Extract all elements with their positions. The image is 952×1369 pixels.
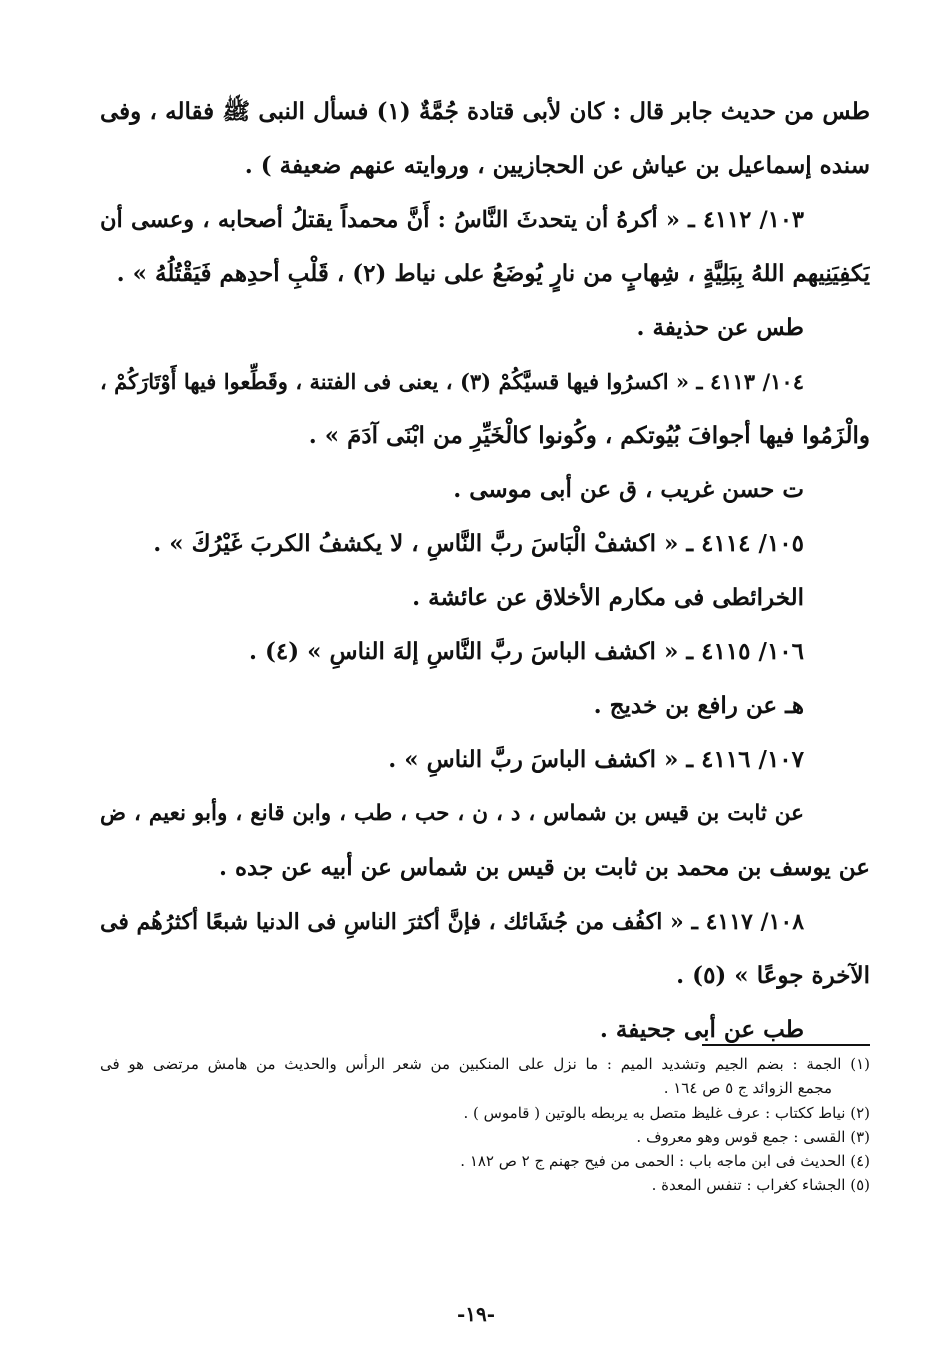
text-line: الآخرة جوعًا » (٥) . <box>676 962 870 989</box>
footnotes <box>100 1052 870 1198</box>
source-line: هـ عن رافع بن خديج . <box>593 692 804 719</box>
source-line: عن ثابت بن قيس بن شماس ، د ، ن ، حب ، طب ، وابن قانع ، وأبو نعيم ، ض <box>100 801 804 826</box>
hadith-entry-106: ١٠٦/ ٤١١٥ ـ « اكشف الباسَ ربَّ النَّاسِ إلهَ الناسِ » (٤) . <box>248 638 804 665</box>
hadith-entry-105: ١٠٥/ ٤١١٤ ـ « اكشفْ الْبَاسَ ربَّ النَّاسِ ، لا يكشفُ الكربَ غَيْرُكَ » . <box>153 530 804 557</box>
footnote-4: (٤) الحديث فى ابن ماجه باب : الحمى من فيح جهنم ج ٢ ص ١٨٢ . <box>460 1152 870 1171</box>
page-number: -١٩- <box>456 1302 496 1326</box>
source-line: طس عن حذيفة . <box>636 314 804 341</box>
hadith-entry-103: ١٠٣/ ٤١١٢ ـ « أكرهُ أن يتحدثَ النَّاسُ : أَنَّ محمداً يقتلُ أصحابه ، وعسى أن <box>100 207 804 233</box>
hadith-entry-104: ١٠٤/ ٤١١٣ ـ « اكسرُوا فيها قسيَّكُمْ (٣) ، يعنى فى الفتنة ، وقَطِّعوا فيها أَوْتَارَكُمْ ، <box>100 369 804 394</box>
text-line: عن يوسف بن محمد بن ثابت بن قيس بن شماس عن أبيه عن جده . <box>218 854 870 881</box>
source-line: الخرائطى فى مكارم الأخلاق عن عائشة . <box>412 584 804 611</box>
hadith-entry-108: ١٠٨/ ٤١١٧ ـ « اكفُف من جُشَائك ، فإنَّ أكثرَ الناسِ فى الدنيا شبعًا أكثرُهُم فى <box>100 909 805 935</box>
text-line: طس من حديث جابر قال : كان لأبى قتادة جُمَّةٌ (١) فسأل النبى ﷺ فقاله ، وفى <box>100 98 870 125</box>
source-line: ت حسن غريب ، ق عن أبى موسى . <box>453 476 804 503</box>
footnote-5: (٥) الجشاء كغراب : تنفس المعدة . <box>651 1176 870 1195</box>
footnote-2: (٢) نياط ككتاب : عرف غليظ متصل به يربطه بالوتين ( قاموس ) . <box>463 1103 870 1122</box>
text-line: سنده إسماعيل بن عياش عن الحجازيين ، وروايته عنهم ضعيفة ) . <box>244 152 870 179</box>
footnote-1-continued: مجمع الزوائد ج ٥ ص ١٦٤ . <box>663 1079 832 1098</box>
footnote-3: (٣) القسى : جمع قوس وهو معروف . <box>636 1127 870 1146</box>
main-text <box>100 88 870 1060</box>
text-line: يَكفِيَنِيهم اللهُ بِبَلِيَّةٍ ، شِهابٍ من نارٍ يُوضَعُ على نياط (٢) ، قَلْبِ أحدِهم فَيَقْتُلُهُ » . <box>116 260 870 287</box>
hadith-entry-107: ١٠٧/ ٤١١٦ ـ « اكشف الباسَ ربَّ الناسِ » . <box>388 746 804 773</box>
text-line: والْزَمُوا فيها أجوافَ بُيُوتكم ، وكُونوا كالْخَيِّرِ من ابْنَى آدَمَ » . <box>308 422 870 449</box>
footnote-separator <box>702 1044 870 1046</box>
footnote-1: (١) الجمة : بضم الجيم وتشديد الميم : ما نزل على المنكبين من شعر الرأس والحديث من هامش مرتضى هو فى <box>100 1055 870 1073</box>
source-line: طب عن أبى جحيفة . <box>599 1016 804 1043</box>
